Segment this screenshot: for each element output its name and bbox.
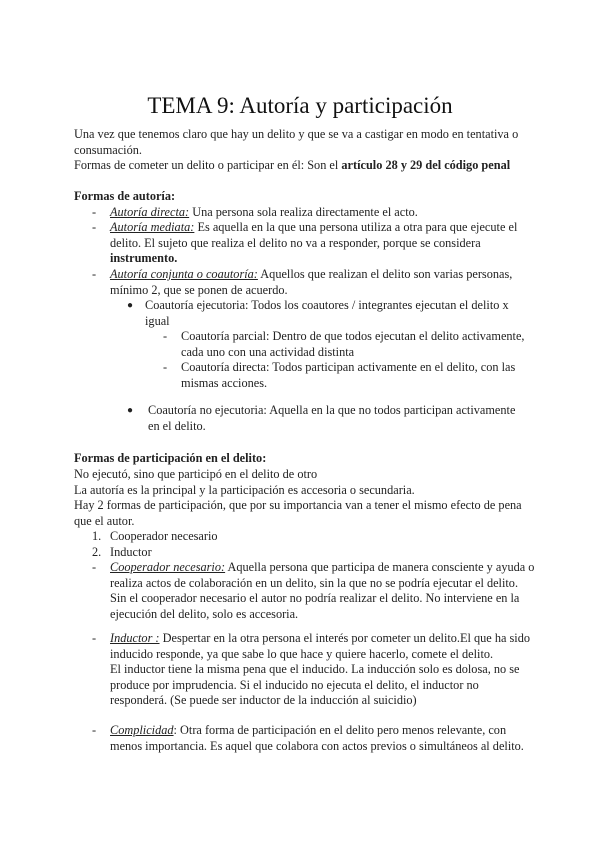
list-item-autoria-directa <box>110 205 418 221</box>
item-text: Coautoría parcial: Dentro de que todos ejecutan el delito activamente, <box>181 329 525 343</box>
term-definition: menos importancia. Es aquel que colabora con actos previos o simultáneos al delito. <box>110 738 524 753</box>
list-item-cooperador-necesario <box>110 560 534 622</box>
list-item-inductor <box>110 631 530 709</box>
term-label: Autoría mediata: <box>110 220 195 234</box>
term-definition: realiza actos de colaboración en un delito, sin la que no se podría ejecutar el delito. <box>110 575 519 590</box>
bullet-marker: ● <box>127 300 134 311</box>
item-text: Coautoría ejecutoria: Todos los coautores / integrantes ejecutan el delito x <box>145 298 509 312</box>
article-reference: artículo 28 y 29 del código penal <box>341 158 511 173</box>
dash-marker: - <box>92 631 97 645</box>
term-definition: Una persona sola realiza directamente el acto. <box>189 205 418 219</box>
participacion-paragraph <box>74 467 522 529</box>
item-text: Coautoría no ejecutoria: Aquella en la que no todos participan activamente <box>148 403 516 417</box>
list-item-autoria-conjunta <box>110 267 512 298</box>
item-text: cada uno con una actividad distinta <box>181 344 355 359</box>
term-emphasis: instrumento. <box>110 251 178 266</box>
item-text: Coautoría directa: Todos participan activamente en el delito, con las <box>181 360 516 374</box>
paragraph-line: La autoría es la principal y la participación es accesoria o secundaria. <box>74 482 415 497</box>
intro-text: Formas de cometer un delito o participar en él: Son el <box>74 158 342 173</box>
term-definition: Es aquella en la que una persona utiliza a otra para que ejecute el <box>194 220 518 234</box>
dash-marker: - <box>163 329 168 343</box>
list-item-autoria-mediata <box>110 220 517 267</box>
bullet-marker: ● <box>127 405 134 416</box>
term-definition: Aquellos que realizan el delito son varias personas, <box>257 267 513 281</box>
term-definition: Aquella persona que participa de manera consciente y ayuda o <box>225 560 535 574</box>
list-number: 2. <box>92 545 102 559</box>
term-label: Autoría directa: <box>110 205 190 219</box>
term-definition: Sin el cooperador necesario el autor no podría realizar el delito. No interviene en la <box>110 591 520 606</box>
paragraph-line: que el autor. <box>74 513 135 528</box>
term-definition: delito. El sujeto que realiza el delito no va a responder, porque se considera <box>110 235 481 250</box>
list-item-complicidad <box>110 723 524 754</box>
term-label: Cooperador necesario: <box>110 560 226 574</box>
dash-marker: - <box>92 220 97 234</box>
list-item-coautoria-ejecutoria <box>145 298 509 329</box>
paragraph-line: Hay 2 formas de participación, que por su importancia van a tener el mismo efecto de pena <box>74 498 522 513</box>
term-definition: ejecución del delito, solo es accesoria. <box>110 606 299 621</box>
intro-line: consumación. <box>74 142 142 157</box>
page-title: TEMA 9: Autoría y participación <box>147 93 453 118</box>
numbered-item-cooperador: Cooperador necesario <box>110 529 218 543</box>
dash-marker: - <box>92 560 97 574</box>
term-definition: responderá. (Se puede ser inductor de la inducción al suicidio) <box>110 693 417 708</box>
list-item-coautoria-directa <box>181 360 515 391</box>
item-text: mismas acciones. <box>181 375 268 390</box>
list-item-coautoria-no-ejecutoria <box>148 403 515 434</box>
term-definition: produce por imprudencia. Si el inducido no ejecuta el delito, el inductor no <box>110 677 479 692</box>
intro-line <box>74 158 518 174</box>
item-text: en el delito. <box>148 418 206 433</box>
section-heading-autoria: Formas de autoría: <box>74 189 176 203</box>
list-number: 1. <box>92 529 102 543</box>
dash-marker: - <box>163 360 168 374</box>
term-definition: : Otra forma de participación en el delito pero menos relevante, con <box>173 723 507 737</box>
term-definition: inducido responde, ya que sabe lo que hace y quiere hacerlo, comete el delito. <box>110 646 494 661</box>
section-heading-participacion: Formas de participación en el delito: <box>74 451 267 465</box>
dash-marker: - <box>92 205 97 219</box>
paragraph-line: No ejecutó, sino que participó en el delito de otro <box>74 467 318 481</box>
intro-line: Una vez que tenemos claro que hay un delito y que se va a castigar en modo en tentativa o <box>74 127 519 141</box>
term-label: Inductor : <box>110 631 160 645</box>
item-text: igual <box>145 313 170 328</box>
dash-marker: - <box>92 267 97 281</box>
term-label: Complicidad <box>110 723 174 737</box>
list-item-coautoria-parcial <box>181 329 525 360</box>
term-definition: Despertar en la otra persona el interés por cometer un delito.El que ha sido <box>159 631 531 645</box>
term-definition: mínimo 2, que se ponen de acuerdo. <box>110 282 288 297</box>
intro-paragraph <box>74 127 518 174</box>
term-label: Autoría conjunta o coautoría: <box>110 267 258 281</box>
numbered-item-inductor: Inductor <box>110 545 152 559</box>
dash-marker: - <box>92 723 97 737</box>
term-definition: El inductor tiene la misma pena que el inducido. La inducción solo es dolosa, no se <box>110 662 520 677</box>
